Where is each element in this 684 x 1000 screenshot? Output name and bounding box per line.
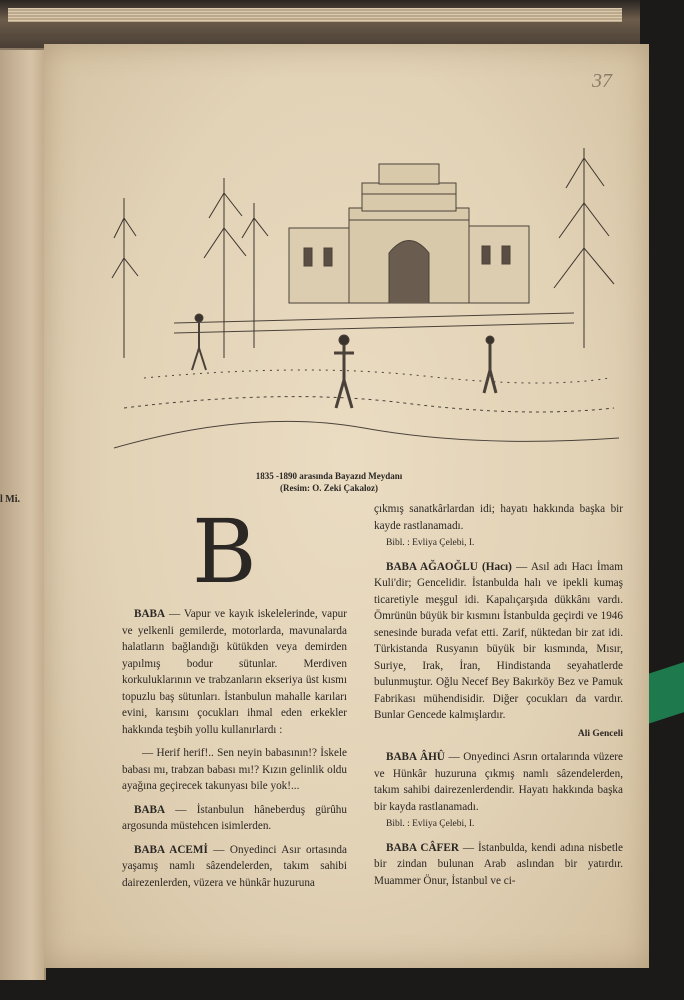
bayazid-square-illustration	[104, 108, 624, 458]
entry-text: — Onyedinci Asrın ortalarında vüzere ve Hünkâr huzuruna çıkmış namlı sâzendelerden, takım sahibi dairezenlerdendir. Hayatı hakkında başka bir kayda rastlanamadı.	[374, 751, 623, 813]
page-stack	[8, 8, 622, 22]
quote-text: — Herif herif!.. Sen neyin babasının!? İskele babası mı, trabzan babası mı!? Kızın gelinlik oldu ayağına geçirecek takunyası bile yok!...	[122, 747, 347, 792]
margin-fragment: l Mi.	[0, 494, 20, 505]
caption-credit: (Resim: O. Zeki Çakaloz)	[280, 483, 378, 493]
entry-text: — Vapur ve kayık iskelelerinde, vapur ve yelkenli gemilerde, motorlarda, mavunalarda halatların bağlandığı kütükden veya demirden yapılmış bodur sütunlar. Merdiven korkuluklarının ve trabzanların ekseriya üst kısmı topuzlu baş sütunları. İstanbulun mahalle karıları evini, karısını çocukları ihmal eden erkekler hakkında teşbih yollu kullanırlardı :	[122, 608, 347, 736]
page-number: 37	[592, 70, 612, 92]
caption-title: 1835 -1890 arasında Bayazıd Meydanı	[255, 471, 403, 481]
entry-text: — Onyedinci Asır ortasında yaşamış namlı sâzendelerden, takım sahibi dairezenlerden, vüzera ve hünkâr huzuruna	[122, 843, 347, 889]
previous-page-edge	[0, 50, 46, 980]
book-page	[44, 44, 649, 968]
bibliography: Bibl. : Evliya Çelebi, I.	[386, 538, 475, 548]
bibliography: Bibl. : Evliya Çelebi, I.	[386, 819, 475, 829]
bookmark-tab	[648, 662, 684, 724]
entry-text: — İstanbulun hâneberduş gürûhu argosunda müstehcen isimlerden.	[122, 803, 347, 832]
entry-headword: BABA	[134, 608, 166, 620]
entry-headword: BABA ÂHÛ	[386, 751, 445, 763]
left-column	[122, 606, 347, 891]
entry-headword: BABA	[134, 803, 166, 816]
author-signature: Ali Genceli	[577, 728, 623, 739]
entry-text: — Asıl adı Hacı İmam Kuli'dir; Gencelidir. İstanbulda halı ve ipekli kumaş ticaretiyle meşgul idi. Kapalıçarşıda dükkânı vardı. Ömrünün büyük bir kısmını İstanbulda geçirdi ve 1946 senesinde burada vefat etti. Zarif, nüktedan bir zat idi. Türkistanda Rusyanın büyük bir kısmında, Mısır, Suriye, Irak, İran, Hindistanda seyahatlerde bulunmuştur. Oğlu Necef Bey Bakırköy Bez ve Pamuk Fabrikası mühendisidir. Diğer çocukları da vardır. Bunlar Gencede kalmışlardır.	[374, 560, 623, 721]
continued-text: çıkmış sanatkârlardan idi; hayatı hakkında başka bir kayde rastlanamadı.	[374, 503, 623, 532]
drop-cap-letter: B	[192, 500, 257, 603]
right-column	[374, 501, 623, 889]
entry-headword: BABA ACEMİ	[134, 843, 208, 856]
entry-headword: BABA CÂFER	[386, 841, 459, 854]
figure-caption	[184, 470, 474, 494]
entry-headword: BABA AĞAOĞLU (Hacı)	[386, 560, 512, 573]
entry-text: — İstanbulda, kendi adına nisbetle bir zindan bulunan Arab aslından bir yatırdır. Muammer Önur, İstanbul ve ci-	[374, 841, 623, 887]
